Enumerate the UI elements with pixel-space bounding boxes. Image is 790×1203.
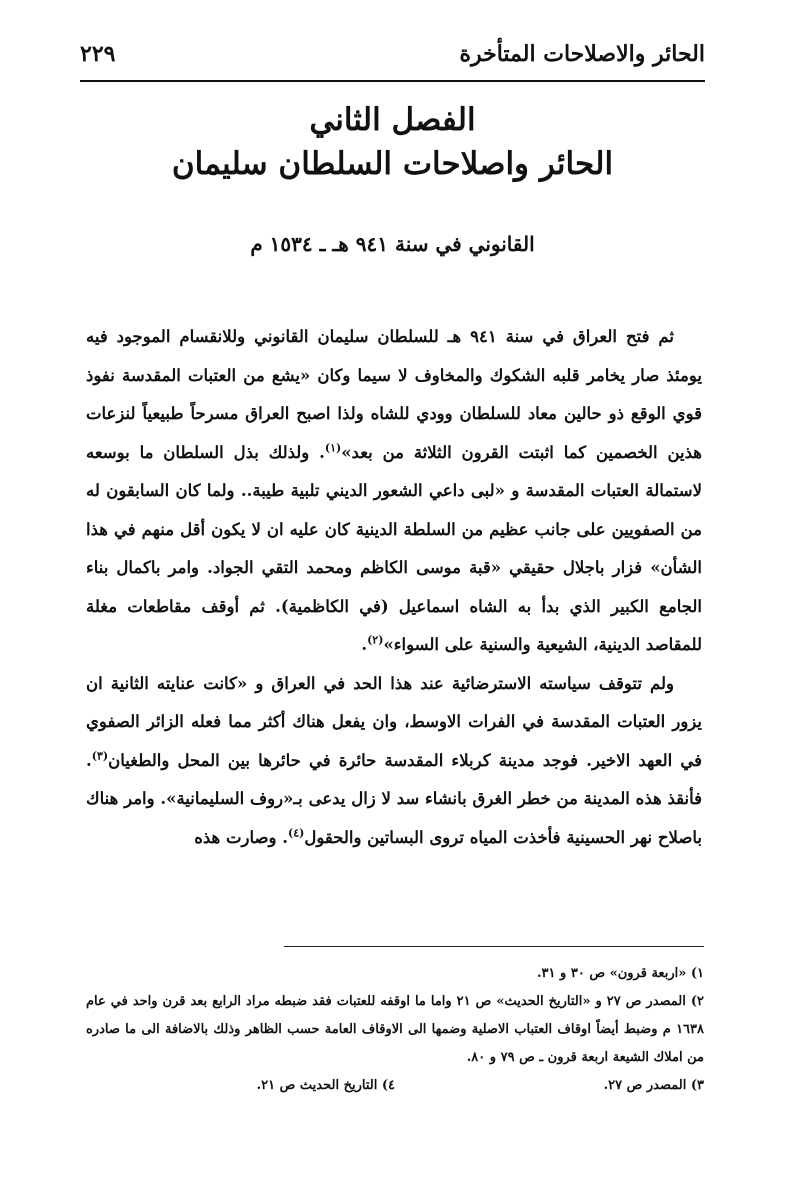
footnote-rule	[284, 946, 704, 947]
paragraph-2	[86, 665, 702, 858]
footnote-ref-4: (٤)	[287, 826, 305, 839]
footnote-row	[86, 1072, 704, 1100]
chapter-heading	[80, 98, 705, 186]
running-title: الحائر والاصلاحات المتأخرة	[459, 41, 705, 67]
paragraph-2-part-a: ولم تتوقف سياسته الاسترضائية عند هذا الحد في العراق و «كانت عنايته الثانية ان يزور العتبات المقدسة في الفرات الاوسط، وان يفعل هناك أكثر مما فعله الزائر الصفوي في العهد الاخير. فوجد مدينة كربلاء المقدسة حائرة في حائرها بين المحل والطغيان	[86, 673, 702, 770]
chapter-title: الحائر واصلاحات السلطان سليمان	[171, 146, 614, 182]
header-rule	[80, 80, 705, 82]
chapter-number: الفصل الثاني	[309, 102, 476, 138]
paragraph-2-part-c: . وصارت هذه	[194, 827, 288, 847]
footnote-2: ٢) المصدر ص ٢٧ و «التاريخ الحديث» ص ٢١ واما ما اوقفه للعتبات فقد ضبطه مراد الرابع بعد قرن واحد في عام ١٦٣٨ م وضبط أيضاً اوقاف العتباب الاصلية وضمها الى الاوقاف العامة حسب الظاهر وذلك بالاضافة الى ما صادره من املاك الشيعة اربعة قرون ـ ص ٧٩ و ٨٠.	[86, 994, 704, 1065]
footnote-1: ١) «اربعة قرون» ص ٣٠ و ٣١.	[537, 966, 704, 981]
chapter-subtitle: القانوني في سنة ٩٤١ هـ ـ ١٥٣٤ م	[250, 232, 535, 256]
footnote-ref-1: (١)	[324, 441, 342, 454]
running-header	[80, 34, 705, 74]
paragraph-2-part-b: . فأنقذ هذه المدينة من خطر الغرق بانشاء سد لا زال يدعى بـ«روف السليمانية». وامر هناك باصلاح نهر الحسينية فأخذت المياه تروى البساتين والحقول	[86, 750, 702, 847]
paragraph-1-part-b: . ولذلك بذل السلطان ما بوسعه لاستمالة العتبات المقدسة و «لبى داعي الشعور الديني تلبية طيبة.. ولما كان السابقون له من الصفويين على جانب عظيم من السلطة الدينية كان عليه ان لا يكون أقل منهم في هذا الشأن» فزار باجلال حقيقي «قبة موسى الكاظم ومحمد التقي الجواد. وامر باكمال بناء الجامع الكبير الذي بدأ به الشاه اسماعيل (في الكاظمية). ثم أوقف مقاطعات مغلة للمقاصد الدينية، الشيعية والسنية على السواء»	[86, 442, 702, 654]
body-text	[86, 318, 702, 857]
footnote-3: ٣) المصدر ص ٢٧.	[603, 1078, 704, 1093]
paragraph-1-part-c: .	[361, 635, 368, 654]
footnote-ref-3: (٣)	[91, 749, 109, 762]
footnote-ref-2: (٢)	[367, 633, 384, 647]
footnote-4: ٤) التاريخ الحديث ص ٢١.	[256, 1078, 395, 1093]
page-number: ٢٢٩	[80, 41, 116, 67]
paragraph-1-part-a: ثم فتح العراق في سنة ٩٤١ هـ للسلطان سليمان القانوني وللانقسام الموجود فيه يومئذ صار يخامر قلبه الشكوك والمخاوف لا سيما وكان «يشع من العتبات المقدسة نفوذ قوي الوقع ذو حالين معاد للسلطان وودي للشاه ولذا اصبح العراق مسرحاً طبيعياً لنزعات هذين الخصمين كما اثبتت القرون الثلاثة من بعد»	[86, 327, 702, 462]
paragraph-1	[86, 318, 702, 665]
footnotes	[86, 960, 704, 1100]
